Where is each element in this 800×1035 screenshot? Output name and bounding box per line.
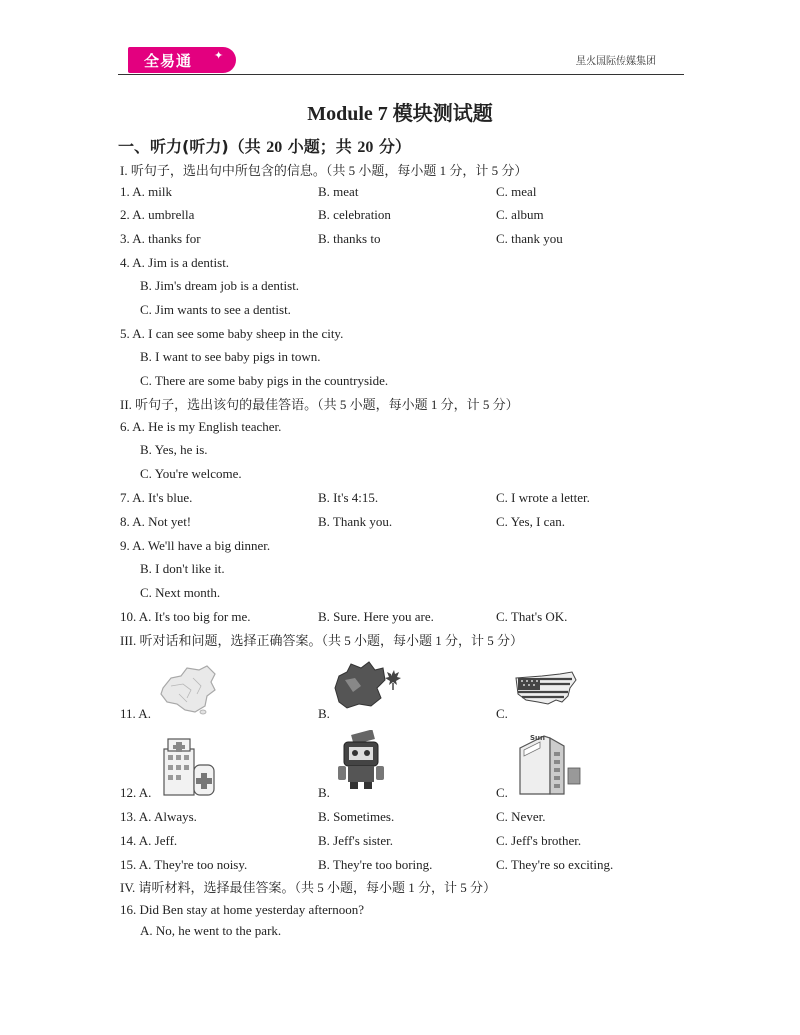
q8-option-c: C. Yes, I can. [496, 514, 565, 529]
q10-option-b: B. Sure. Here you are. [318, 609, 434, 624]
q6-option-a: 6. A. He is my English teacher. [120, 419, 282, 434]
part-3-instruction: III. 听对话和问题，选择正确答案。（共 5 小题，每小题 1 分，计 5 分） [120, 633, 523, 648]
q13-option-b: B. Sometimes. [318, 809, 395, 824]
usa-map-icon [512, 670, 578, 710]
q14-option-c: C. Jeff's brother. [496, 833, 582, 848]
section-heading [118, 134, 411, 157]
part-2-instruction: II. 听句子，选出该句的最佳答语。（共 5 小题，每小题 1 分，计 5 分） [120, 397, 519, 412]
q7-option-c: C. I wrote a letter. [496, 490, 590, 505]
hotel-sign-text: Sun [530, 734, 546, 742]
q4-option-a: 4. A. Jim is a dentist. [120, 255, 230, 270]
q9-option-a: 9. A. We'll have a big dinner. [120, 538, 271, 553]
q1-option-b: B. meat [318, 184, 359, 199]
q4-option-c: C. Jim wants to see a dentist. [140, 302, 291, 317]
q10-option-c: C. That's OK. [496, 609, 568, 624]
q3-option-b: B. thanks to [318, 231, 381, 246]
q9-option-c: C. Next month. [140, 585, 221, 600]
q11-option-c: C. [496, 706, 508, 721]
q5-option-b: B. I want to see baby pigs in town. [140, 349, 321, 364]
q14-option-b: B. Jeff's sister. [318, 833, 394, 848]
q10-option-a: 10. A. It's too big for me. [120, 609, 251, 624]
q15-option-a: 15. A. They're too noisy. [120, 857, 248, 872]
page-title: Module 7 模块测试题 [307, 103, 493, 125]
q15-option-c: C. They're so exciting. [496, 857, 614, 872]
q5-option-c: C. There are some baby pigs in the countryside. [140, 373, 389, 388]
q16-option-a: A. No, he went to the park. [140, 923, 282, 938]
q2-option-c: C. album [496, 207, 544, 222]
q14-option-a: 14. A. Jeff. [120, 833, 178, 848]
hospital-icon [154, 735, 220, 797]
q11-option-b: B. [318, 706, 330, 721]
q2-option-b: B. celebration [318, 207, 391, 222]
question-count: 20 [266, 139, 283, 156]
q8-option-b: B. Thank you. [318, 514, 393, 529]
header-divider [118, 74, 684, 75]
q7-option-b: B. It's 4:15. [318, 490, 379, 505]
q12-option-a: 12. A. [120, 785, 152, 800]
section-heading-part: 小题；共 [282, 137, 358, 156]
q4-option-b: B. Jim's dream job is a dentist. [140, 278, 300, 293]
q12-option-c: C. [496, 785, 508, 800]
q5-option-a: 5. A. I can see some baby sheep in the city. [120, 326, 344, 341]
q9-option-b: B. I don't like it. [140, 561, 225, 576]
q6-option-b: B. Yes, he is. [140, 442, 208, 457]
q16-stem: 16. Did Ben stay at home yesterday afternoon? [120, 902, 365, 917]
canada-map-icon [331, 658, 403, 716]
q11-option-a: 11. A. [120, 706, 151, 721]
q15-option-b: B. They're too boring. [318, 857, 433, 872]
brand-logo [128, 47, 236, 73]
publisher-name: 星火国际传媒集团 [576, 56, 656, 67]
robot-icon [336, 730, 386, 790]
part-1-instruction: I. 听句子，选出句中所包含的信息。（共 5 小题，每小题 1 分，计 5 分） [120, 163, 528, 178]
q12-option-b: B. [318, 785, 330, 800]
q7-option-a: 7. A. It's blue. [120, 490, 193, 505]
q13-option-c: C. Never. [496, 809, 546, 824]
q6-option-c: C. You're welcome. [140, 466, 242, 481]
china-map-icon [157, 664, 219, 716]
q1-option-a: 1. A. milk [120, 184, 173, 199]
q1-option-c: C. meal [496, 184, 537, 199]
q8-option-a: 8. A. Not yet! [120, 514, 192, 529]
sparkle-icon: ✦ [214, 50, 224, 62]
section-heading-part: 分） [373, 137, 411, 156]
section-heading-part: 一、听力(听力)（共 [118, 137, 267, 156]
q3-option-c: C. thank you [496, 231, 563, 246]
score-total: 20 [357, 139, 374, 156]
hotel-building-icon [510, 728, 582, 796]
part-4-instruction: IV. 请听材料，选择最佳答案。（共 5 小题，每小题 1 分，计 5 分） [120, 880, 497, 895]
q13-option-a: 13. A. Always. [120, 809, 197, 824]
logo-text: 全易通 [144, 52, 193, 70]
publisher-tagline-line [576, 64, 650, 67]
q3-option-a: 3. A. thanks for [120, 231, 201, 246]
q2-option-a: 2. A. umbrella [120, 207, 195, 222]
